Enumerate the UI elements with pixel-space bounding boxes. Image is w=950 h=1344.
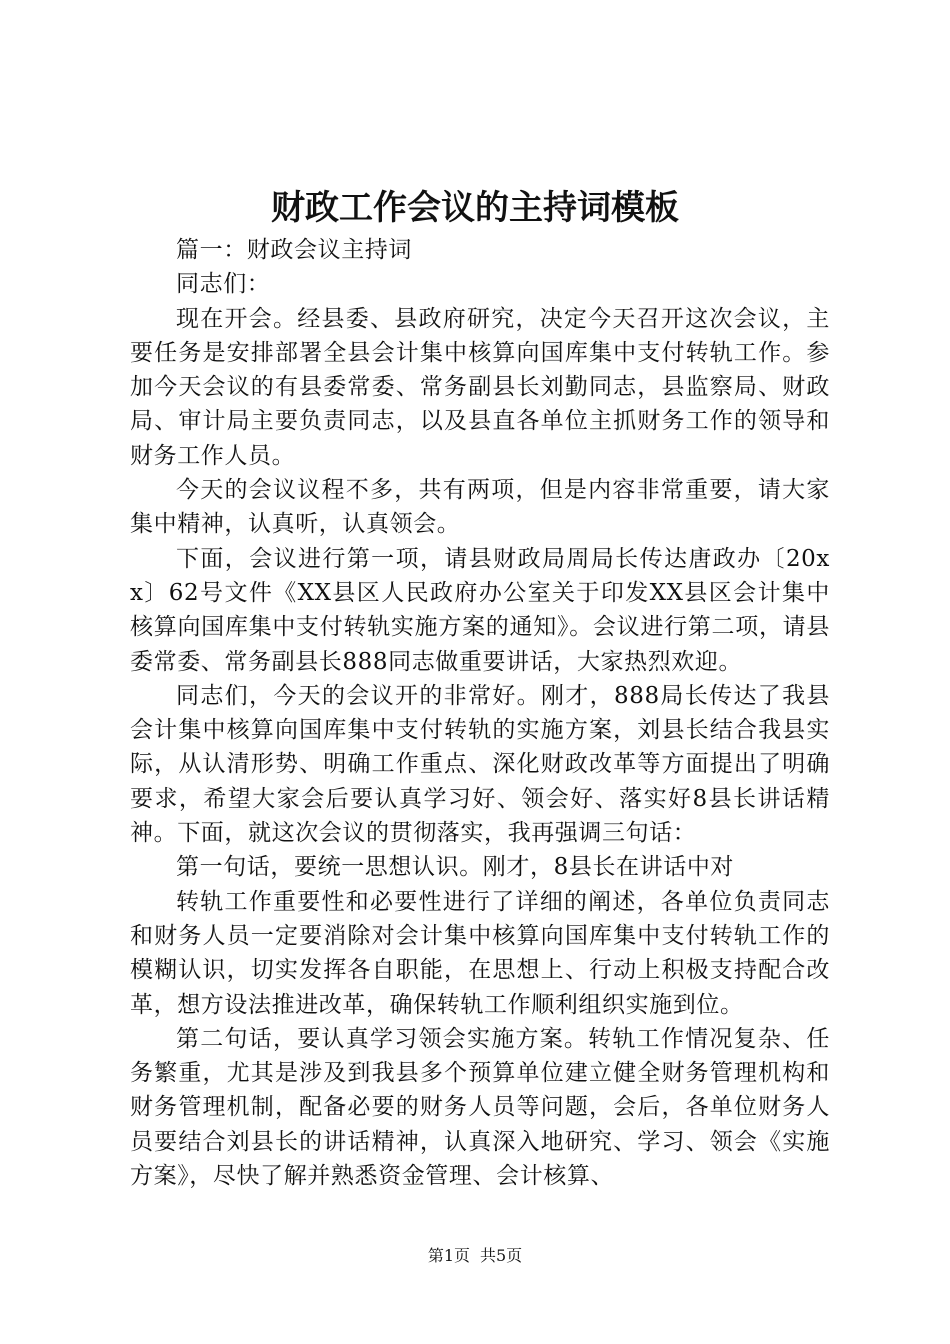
document-title: 财政工作会议的主持词模板: [271, 188, 679, 228]
paragraph: 今天的会议议程不多，共有两项，但是内容非常重要，请大家集中精神，认真听，认真领会。: [130, 477, 830, 538]
paragraph: 下面，会议进行第一项，请县财政局周局长传达唐政办〔20xx〕62号文件《XX县区人民政府办公室关于印发XX县区会计集中核算向国库集中支付转轨实施方案的通知》。会议进行第二项，请县委常委、常务副县长888同志做重要讲话，大家热烈欢迎。: [130, 545, 830, 675]
paragraph: 转轨工作重要性和必要性进行了详细的阐述，各单位负责同志和财务人员一定要消除对会计集中核算向国库集中支付转轨工作的模糊认识，切实发挥各自职能，在思想上、行动上积极支持配合改革，想方设法推进改革，确保转轨工作顺利组织实施到位。: [130, 888, 830, 1018]
page-number: 第1页: [427, 1246, 470, 1265]
total-pages: 共5页: [480, 1246, 523, 1265]
salutation: 同志们：: [176, 271, 271, 298]
document-body: [130, 233, 830, 1193]
paragraph: 现在开会。经县委、县政府研究，决定今天召开这次会议，主要任务是安排部署全县会计集中核算向国库集中支付转轨工作。参加今天会议的有县委常委、常务副县长刘勤同志，县监察局、财政局、审计局主要负责同志，以及县直各单位主抓财务工作的领导和财务工作人员。: [130, 305, 830, 469]
paragraph: 同志们，今天的会议开的非常好。刚才，888局长传达了我县会计集中核算向国库集中支付转轨的实施方案，刘县长结合我县实际，从认清形势、明确工作重点、深化财政改革等方面提出了明确要求，希望大家会后要认真学习好、领会好、落实好8县长讲话精神。下面，就这次会议的贯彻落实，我再强调三句话：: [130, 682, 830, 847]
paragraph: 第二句话，要认真学习领会实施方案。转轨工作情况复杂、任务繁重，尤其是涉及到我县多个预算单位建立健全财务管理机构和财务管理机制，配备必要的财务人员等问题，会后，各单位财务人员要结合刘县长的讲话精神，认真深入地研究、学习、领会《实施方案》，尽快了解并熟悉资金管理、会计核算、: [130, 1025, 830, 1190]
section-heading: 篇一：财政会议主持词: [176, 237, 412, 263]
page-footer: [0, 1244, 950, 1268]
paragraph: 第一句话，要统一思想认识。刚才，8县长在讲话中对: [176, 854, 735, 881]
